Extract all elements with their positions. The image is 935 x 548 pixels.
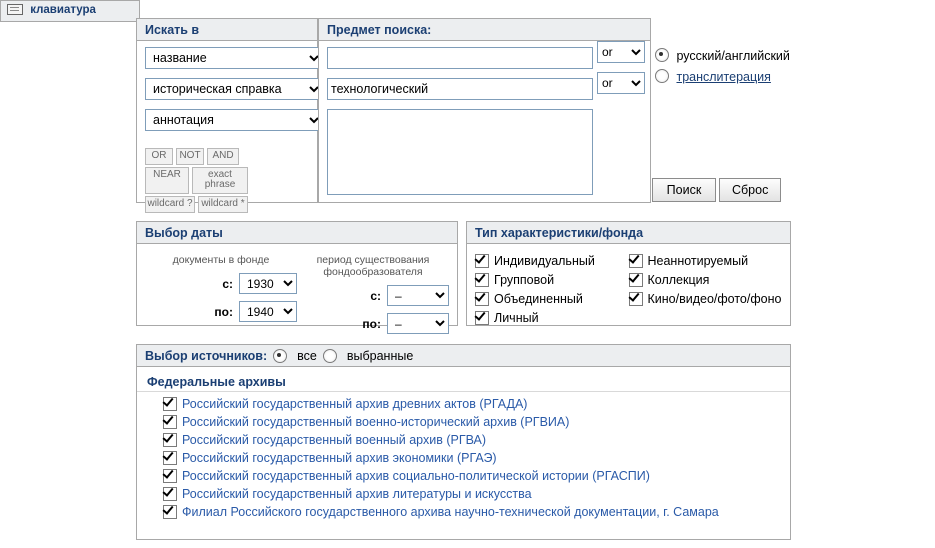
date-existence-to-label: по: xyxy=(362,316,381,331)
type-checkbox-media[interactable] xyxy=(629,292,783,306)
checkbox-nonannotated[interactable] xyxy=(629,254,643,268)
date-existence-to-select[interactable] xyxy=(387,313,449,334)
list-item[interactable] xyxy=(137,467,790,485)
type-checkbox-individual[interactable] xyxy=(475,254,629,268)
checkbox-united[interactable] xyxy=(475,292,489,306)
type-label-united: Объединенный xyxy=(494,292,583,306)
date-existence-from-select[interactable] xyxy=(387,285,449,306)
language-option-translit[interactable] xyxy=(655,69,795,84)
archive-link-rgantd-samara[interactable]: Филиал Российского государственного архива научно-технической документации, г. Самара xyxy=(182,505,719,519)
search-fields-panel xyxy=(136,18,318,209)
operator-wildcard-star-button[interactable]: wildcard * xyxy=(198,196,248,213)
date-documents-to-label: по: xyxy=(214,304,233,319)
archive-link-rgvia[interactable]: Российский государственный военно-исторический архив (РГВИА) xyxy=(182,415,570,429)
operator-or-button[interactable]: OR xyxy=(145,148,173,165)
checkbox-archive-rgae[interactable] xyxy=(163,451,177,465)
checkbox-archive-rgvia[interactable] xyxy=(163,415,177,429)
type-checkbox-group[interactable] xyxy=(475,273,629,287)
date-documents-from-select[interactable] xyxy=(239,273,297,294)
date-col-documents-caption: документы в фонде xyxy=(172,254,270,266)
search-term-textarea[interactable] xyxy=(327,109,593,195)
sources-panel xyxy=(136,344,791,540)
type-column-left xyxy=(475,254,629,330)
type-panel xyxy=(466,221,791,326)
subject-operator-select-1[interactable] xyxy=(597,41,645,63)
search-button[interactable]: Поиск xyxy=(652,178,716,202)
date-existence-from-label: с: xyxy=(370,288,381,303)
date-panel-title: Выбор даты xyxy=(137,222,457,244)
search-field-select-1[interactable] xyxy=(145,47,323,69)
date-col-existence-caption: период существования фондообразователя xyxy=(316,254,430,279)
operator-not-button[interactable]: NOT xyxy=(176,148,204,165)
archive-link-rgali[interactable]: Российский государственный архив литературы и искусства xyxy=(182,487,532,501)
search-term-input-2[interactable] xyxy=(327,78,593,100)
type-panel-body xyxy=(467,244,790,336)
search-field-select-2[interactable] xyxy=(145,78,323,100)
checkbox-archive-rgada[interactable] xyxy=(163,397,177,411)
type-checkbox-personal[interactable] xyxy=(475,311,629,325)
sources-list xyxy=(137,367,790,521)
date-documents-to-select[interactable] xyxy=(239,301,297,322)
virtual-keyboard-link[interactable]: клавиатура xyxy=(30,4,96,16)
language-option-ru-en-label: русский/английский xyxy=(676,49,790,63)
radio-ru-en[interactable] xyxy=(655,48,669,62)
list-item[interactable] xyxy=(137,431,790,449)
operator-and-button[interactable]: AND xyxy=(207,148,239,165)
operator-exact-phrase-button[interactable]: exact phrase xyxy=(192,167,248,194)
sources-panel-header xyxy=(137,345,790,367)
checkbox-archive-rgantd-samara[interactable] xyxy=(163,505,177,519)
checkbox-individual[interactable] xyxy=(475,254,489,268)
date-col-documents xyxy=(145,254,297,334)
date-documents-from-label: с: xyxy=(222,276,233,291)
subject-operator-column xyxy=(597,41,645,103)
operator-buttons xyxy=(145,148,255,213)
archive-link-rgae[interactable]: Российский государственный архив экономики (РГАЭ) xyxy=(182,451,497,465)
reset-button[interactable]: Сброс xyxy=(719,178,781,202)
radio-sources-selected[interactable] xyxy=(323,349,337,363)
type-label-group: Групповой xyxy=(494,273,555,287)
checkbox-archive-rgva[interactable] xyxy=(163,433,177,447)
archive-link-rgaspi[interactable]: Российский государственный архив социально-политической истории (РГАСПИ) xyxy=(182,469,650,483)
checkbox-collection[interactable] xyxy=(629,273,643,287)
sources-panel-title: Выбор источников: xyxy=(145,349,268,363)
type-label-media: Кино/видео/фото/фоно xyxy=(647,292,782,306)
sources-group-title: Федеральные архивы xyxy=(137,367,790,392)
language-options xyxy=(655,48,795,90)
date-col-existence xyxy=(297,254,449,334)
date-panel xyxy=(136,221,458,331)
checkbox-personal[interactable] xyxy=(475,311,489,325)
archive-link-rgada[interactable]: Российский государственный архив древних актов (РГАДА) xyxy=(182,397,528,411)
keyboard-icon xyxy=(7,4,23,15)
sources-option-selected-label: выбранные xyxy=(346,349,414,363)
type-label-personal: Личный xyxy=(494,311,539,325)
radio-translit[interactable] xyxy=(655,69,669,83)
list-item[interactable] xyxy=(137,449,790,467)
list-item[interactable] xyxy=(137,395,790,413)
type-label-collection: Коллекция xyxy=(647,273,710,287)
checkbox-group[interactable] xyxy=(475,273,489,287)
type-panel-title: Тип характеристики/фонда xyxy=(467,222,790,244)
type-column-right xyxy=(629,254,783,330)
language-option-ru-en[interactable] xyxy=(655,48,795,63)
operator-wildcard-question-button[interactable]: wildcard ? xyxy=(145,196,195,213)
search-fields-body xyxy=(137,41,317,221)
list-item[interactable] xyxy=(137,413,790,431)
sources-option-all-label: все xyxy=(297,349,317,363)
language-option-translit-label[interactable]: транслитерация xyxy=(676,70,771,84)
radio-sources-all[interactable] xyxy=(273,349,287,363)
checkbox-media[interactable] xyxy=(629,292,643,306)
type-label-individual: Индивидуальный xyxy=(494,254,595,268)
list-item[interactable] xyxy=(137,503,790,521)
operator-near-button[interactable]: NEAR xyxy=(145,167,189,194)
checkbox-archive-rgaspi[interactable] xyxy=(163,469,177,483)
virtual-keyboard-bar[interactable] xyxy=(0,0,140,22)
type-label-nonannotated: Неаннотируемый xyxy=(647,254,749,268)
search-field-select-3[interactable] xyxy=(145,109,323,131)
subject-operator-select-2[interactable] xyxy=(597,72,645,94)
date-panel-body xyxy=(137,244,457,340)
checkbox-archive-rgali[interactable] xyxy=(163,487,177,501)
type-checkbox-united[interactable] xyxy=(475,292,629,306)
type-checkbox-nonannotated[interactable] xyxy=(629,254,783,268)
search-subject-title: Предмет поиска: xyxy=(319,19,650,41)
archive-link-rgva[interactable]: Российский государственный военный архив (РГВА) xyxy=(182,433,487,447)
list-item[interactable] xyxy=(137,485,790,503)
type-checkbox-collection[interactable] xyxy=(629,273,783,287)
search-term-input-1[interactable] xyxy=(327,47,593,69)
search-fields-title: Искать в xyxy=(137,19,317,41)
